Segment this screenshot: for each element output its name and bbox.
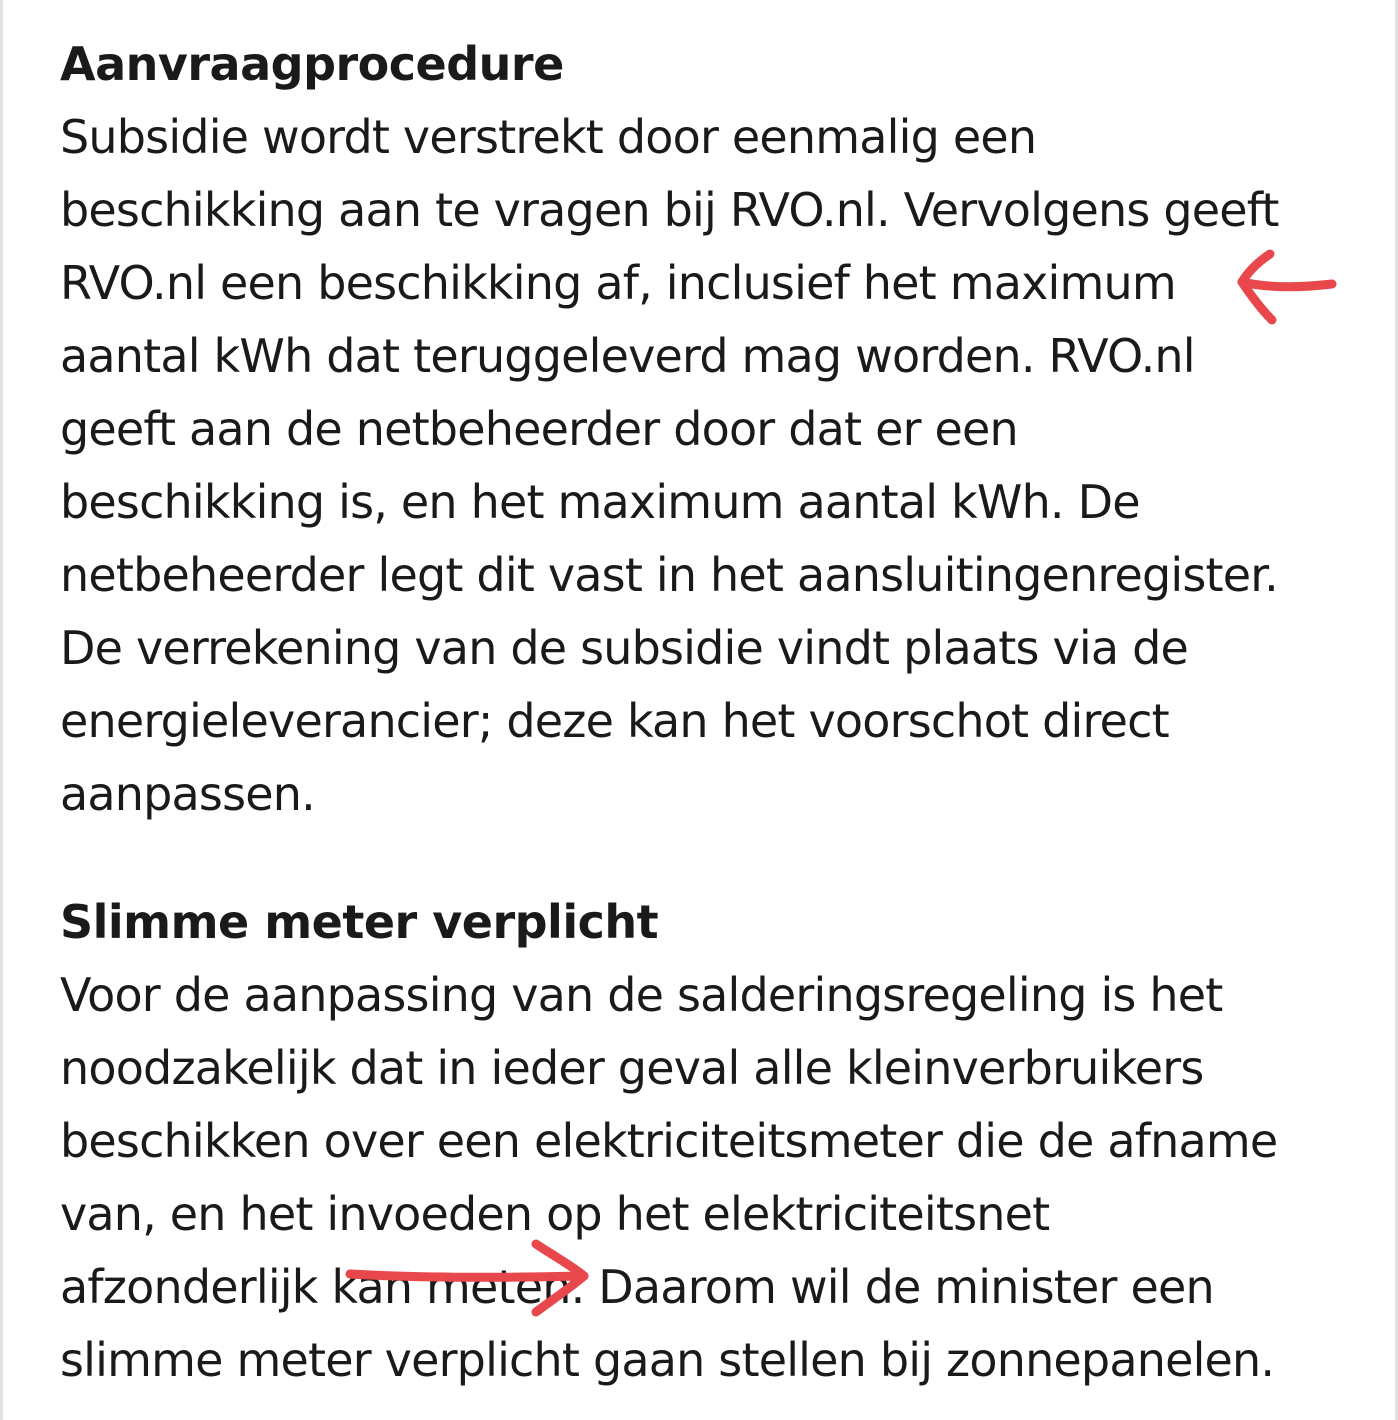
text-line: beschikking is, en het maximum aantal kWh. De [60, 475, 1140, 529]
text-line: aantal kWh dat teruggeleverd mag worden. RVO.nl [60, 329, 1195, 383]
text-line: RVO.nl een beschikking af, inclusief het maximum [60, 256, 1176, 310]
text-line: aanpassen. [60, 767, 315, 821]
section-spacer [60, 831, 1360, 886]
article-body [60, 28, 1360, 1397]
text-segment: . Daarom wil de minister een [570, 1260, 1214, 1314]
text-line: van, en het invoeden op het elektriciteitsnet [60, 1187, 1050, 1241]
text-line: netbeheerder legt dit vast in het aansluitingenregister. [60, 548, 1278, 602]
left-edge-divider [0, 0, 3, 1420]
text-line: beschikken over een elektriciteitsmeter die de afname [60, 1114, 1278, 1168]
text-segment: afzonderlijk [60, 1260, 332, 1314]
text-line: Subsidie wordt verstrekt door eenmalig een [60, 110, 1037, 164]
text-line: Voor de aanpassing van de salderingsregeling is het [60, 968, 1223, 1022]
text-line: geeft aan de netbeheerder door dat er een [60, 402, 1018, 456]
text-line: slimme meter verplicht gaan stellen bij zonnepanelen. [60, 1333, 1275, 1387]
section-title-aanvraagprocedure: Aanvraagprocedure [60, 37, 564, 91]
section-body-slimme-meter [60, 959, 1360, 1397]
text-line: noodzakelijk dat in ieder geval alle kleinverbruikers [60, 1041, 1204, 1095]
text-line-annotated [60, 1251, 1360, 1324]
text-line: energieleverancier; deze kan het voorschot direct [60, 694, 1169, 748]
text-line: beschikking aan te vragen bij RVO.nl. Vervolgens geeft [60, 183, 1279, 237]
section-body-aanvraagprocedure [60, 101, 1360, 831]
text-line: De verrekening van de subsidie vindt plaats via de [60, 621, 1188, 675]
section-title-slimme-meter: Slimme meter verplicht [60, 895, 659, 949]
struck-text: kan meten [331, 1260, 571, 1314]
